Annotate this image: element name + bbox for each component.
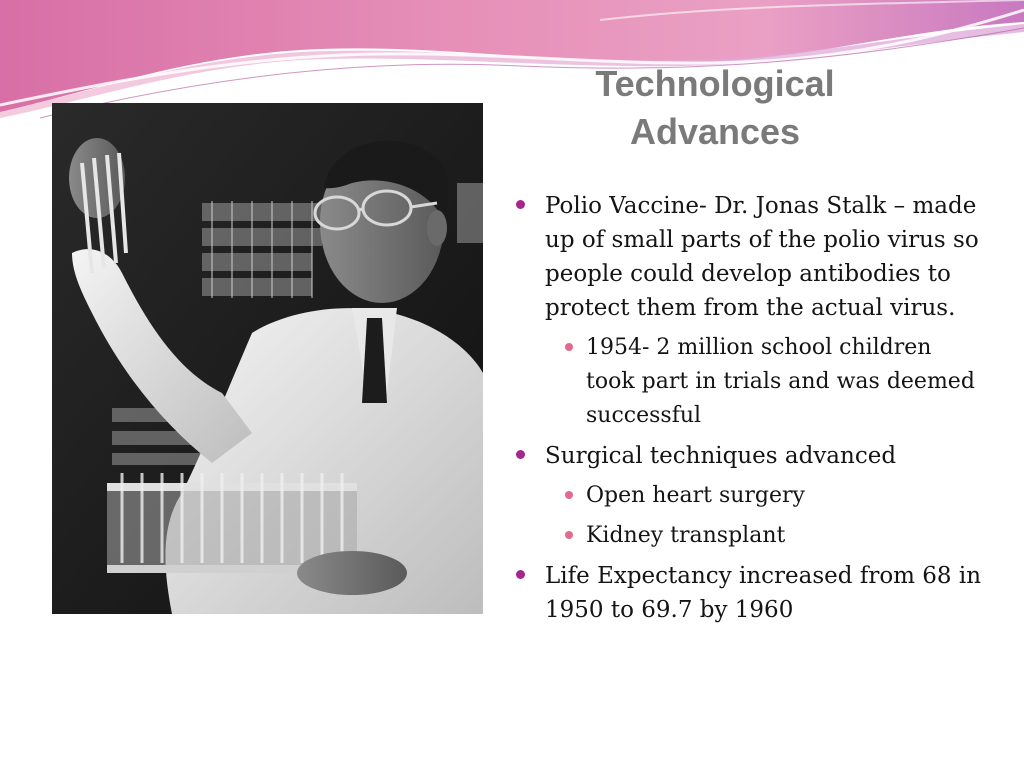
- bullet-dot-icon: [516, 570, 525, 579]
- sub-bullet-text: 1954- 2 million school children took part in trials and was deemed successful: [586, 335, 975, 428]
- bullet-text: Surgical techniques advanced: [545, 443, 897, 469]
- bullet-list: [512, 189, 982, 627]
- slide-title: [560, 60, 870, 156]
- title-line-2: Advances: [629, 111, 801, 152]
- bullet-surgical-techniques: [512, 439, 982, 553]
- sub-bullet-text: Kidney transplant: [586, 523, 786, 548]
- sub-bullet-dot-icon: [565, 343, 573, 351]
- sub-bullet-dot-icon: [565, 531, 573, 539]
- sub-bullet-dot-icon: [565, 491, 573, 499]
- sub-bullet-kidney-transplant: [545, 519, 982, 553]
- sub-bullet-open-heart-surgery: [545, 479, 982, 513]
- bullet-text: Polio Vaccine- Dr. Jonas Stalk – made up of small parts of the polio virus so people could develop antibodies to protect them from the actual virus.: [545, 193, 979, 321]
- sub-bullet-text: Open heart surgery: [586, 483, 805, 508]
- bullet-text: Life Expectancy increased from 68 in 1950 to 69.7 by 1960: [545, 563, 982, 623]
- scientist-photo: [52, 103, 483, 614]
- sub-bullet-list: [545, 479, 982, 553]
- bullet-list-panel: [512, 189, 982, 633]
- title-line-1: Technological: [595, 63, 835, 104]
- sub-bullet-trials: [545, 331, 982, 433]
- bullet-dot-icon: [516, 450, 525, 459]
- sub-bullet-list: [545, 331, 982, 433]
- bullet-polio-vaccine: [512, 189, 982, 433]
- bullet-dot-icon: [516, 200, 525, 209]
- bullet-life-expectancy: [512, 559, 982, 627]
